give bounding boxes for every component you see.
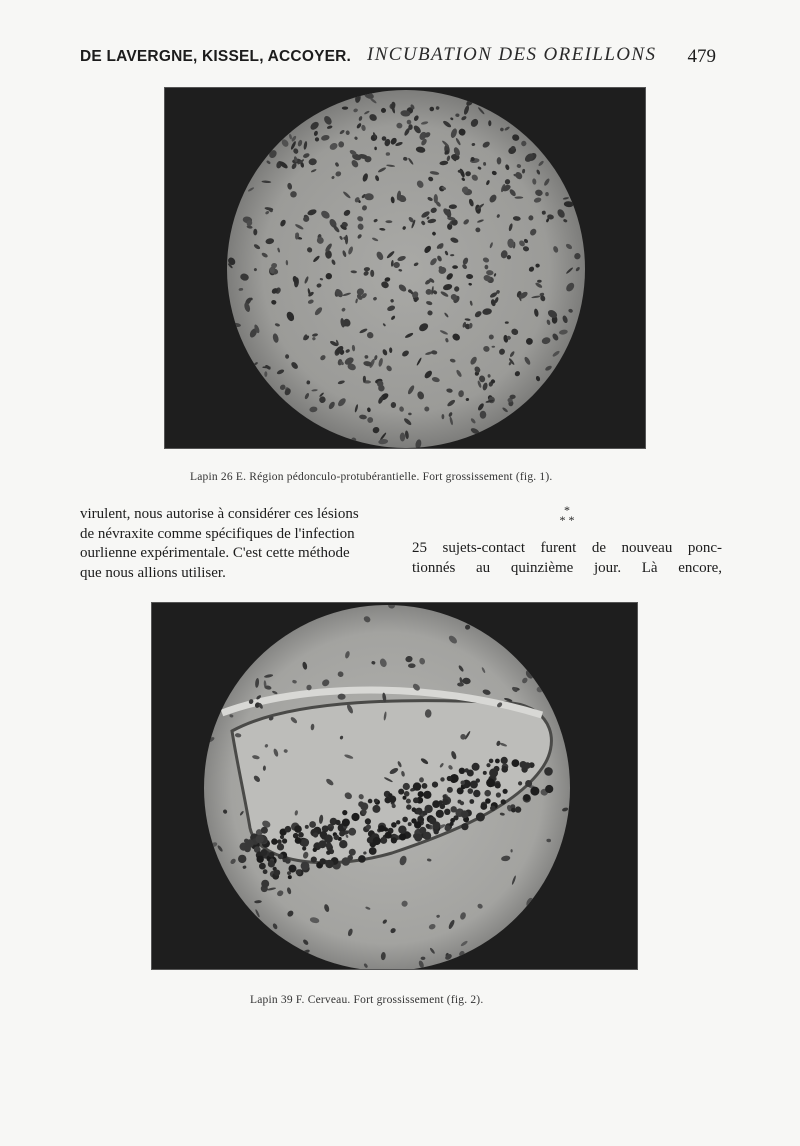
- figure-1-micrograph: [164, 87, 646, 449]
- header-authors: DE LAVERGNE, KISSEL, ACCOYER.: [80, 48, 352, 65]
- paragraph-line: virulent, nous autorise à considérer ces lésions: [80, 506, 359, 522]
- paragraph-line: ourlienne expérimentale. C'est cette méthode: [80, 545, 350, 561]
- text-column-left: [80, 505, 380, 583]
- header-running-title: INCUBATION DES OREILLONS: [367, 44, 657, 65]
- figure-2-caption: Lapin 39 F. Cerveau. Fort grossissement (fig. 2).: [250, 994, 484, 1006]
- figure-1-caption: Lapin 26 E. Région pédonculo-protubérantielle. Fort grossissement (fig. 1).: [190, 471, 553, 483]
- running-header: [80, 44, 720, 70]
- paragraph-line: de névraxite comme spécifiques de l'infection: [80, 525, 355, 542]
- figure-2-micrograph: [151, 602, 638, 970]
- text-column-right: [412, 505, 722, 578]
- paragraph-line: 25 sujets-contact furent de nouveau ponc-: [412, 540, 722, 556]
- paragraph-line: tionnés au quinzième jour. Là encore,: [412, 559, 722, 576]
- paragraph-line: que nous allions utiliser.: [80, 564, 226, 581]
- page-number: 479: [687, 46, 716, 67]
- section-break-asterism: * * *: [559, 503, 575, 527]
